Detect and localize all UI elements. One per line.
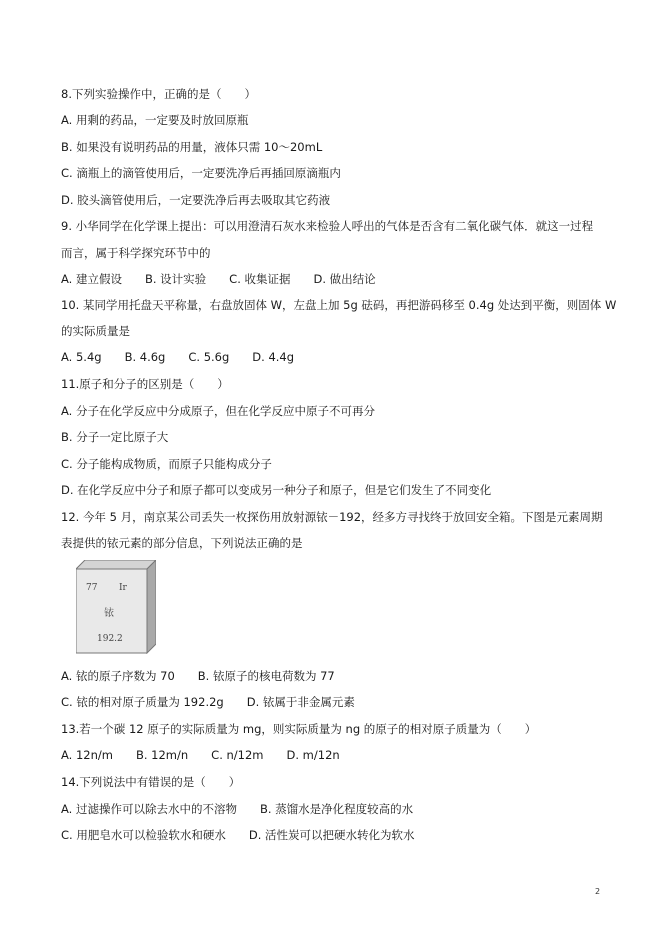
page-number: 2 xyxy=(595,887,601,896)
element-atomic-number: 77 xyxy=(86,583,98,593)
q11-option-c: C. 分子能构成物质，而原子只能构成分子 xyxy=(61,457,272,471)
q9-stem-line2: 而言，属于科学探究环节中的 xyxy=(61,246,211,260)
q12-stem-line1: 12. 今年 5 月，南京某公司丢失一枚探伤用放射源铱－192，经多方寻找终于放回安全箱。下图是元素周期 xyxy=(61,510,603,524)
q11-option-a: A. 分子在化学反应中分成原子，但在化学反应中原子不可再分 xyxy=(61,404,375,418)
element-atomic-mass: 192.2 xyxy=(97,634,123,644)
q8-option-a: A. 用剩的药品，一定要及时放回原瓶 xyxy=(61,113,249,127)
q12-options-ab: A. 铱的原子序数为 70 B. 铱原子的核电荷数为 77 xyxy=(61,669,335,683)
q13-stem: 13.若一个碳 12 原子的实际质量为 mg，则实际质量为 ng 的原子的相对原子质量为（ ） xyxy=(61,722,537,736)
q11-option-b: B. 分子一定比原子大 xyxy=(61,430,169,444)
q12-options-cd: C. 铱的相对原子质量为 192.2g D. 铱属于非金属元素 xyxy=(61,695,355,709)
q9-options: A. 建立假设 B. 设计实验 C. 收集证据 D. 做出结论 xyxy=(61,272,376,286)
q8-option-c: C. 滴瓶上的滴管使用后，一定要洗净后再插回原滴瓶内 xyxy=(61,166,341,180)
element-name: 铱 xyxy=(104,608,114,619)
q8-option-b: B. 如果没有说明药品的用量，液体只需 10～20mL xyxy=(61,140,323,154)
element-card-iridium xyxy=(76,560,156,654)
q9-stem-line1: 9. 小华同学在化学课上提出：可以用澄清石灰水来检验人呼出的气体是否含有二氧化碳气体．就这一过程 xyxy=(61,219,594,233)
q10-stem-line1: 10. 某同学用托盘天平称量，右盘放固体 W，左盘上加 5g 砝码，再把游码移至 0.4g 处达到平衡，则固体 W xyxy=(61,298,617,312)
q14-options-ab: A. 过滤操作可以除去水中的不溶物 B. 蒸馏水是净化程度较高的水 xyxy=(61,802,414,816)
q14-stem: 14.下列说法中有错误的是（ ） xyxy=(61,775,241,789)
q11-option-d: D. 在化学反应中分子和原子都可以变成另一种分子和原子，但是它们发生了不同变化 xyxy=(61,483,492,497)
q10-options: A. 5.4g B. 4.6g C. 5.6g D. 4.4g xyxy=(61,350,295,364)
q12-stem-line2: 表提供的铱元素的部分信息，下列说法正确的是 xyxy=(61,536,303,550)
element-card-graphic xyxy=(76,560,156,654)
q11-stem: 11.原子和分子的区别是（ ） xyxy=(61,377,229,391)
q10-stem-line2: 的实际质量是 xyxy=(61,324,130,338)
q8-stem: 8.下列实验操作中，正确的是（ ） xyxy=(61,87,256,101)
q13-options: A. 12n/m B. 12m/n C. n/12m D. m/12n xyxy=(61,748,340,762)
element-symbol: Ir xyxy=(119,583,127,593)
q14-options-cd: C. 用肥皂水可以检验软水和硬水 D. 活性炭可以把硬水转化为软水 xyxy=(61,828,415,842)
q8-option-d: D. 胶头滴管使用后，一定要洗净后再去吸取其它药液 xyxy=(61,193,331,207)
